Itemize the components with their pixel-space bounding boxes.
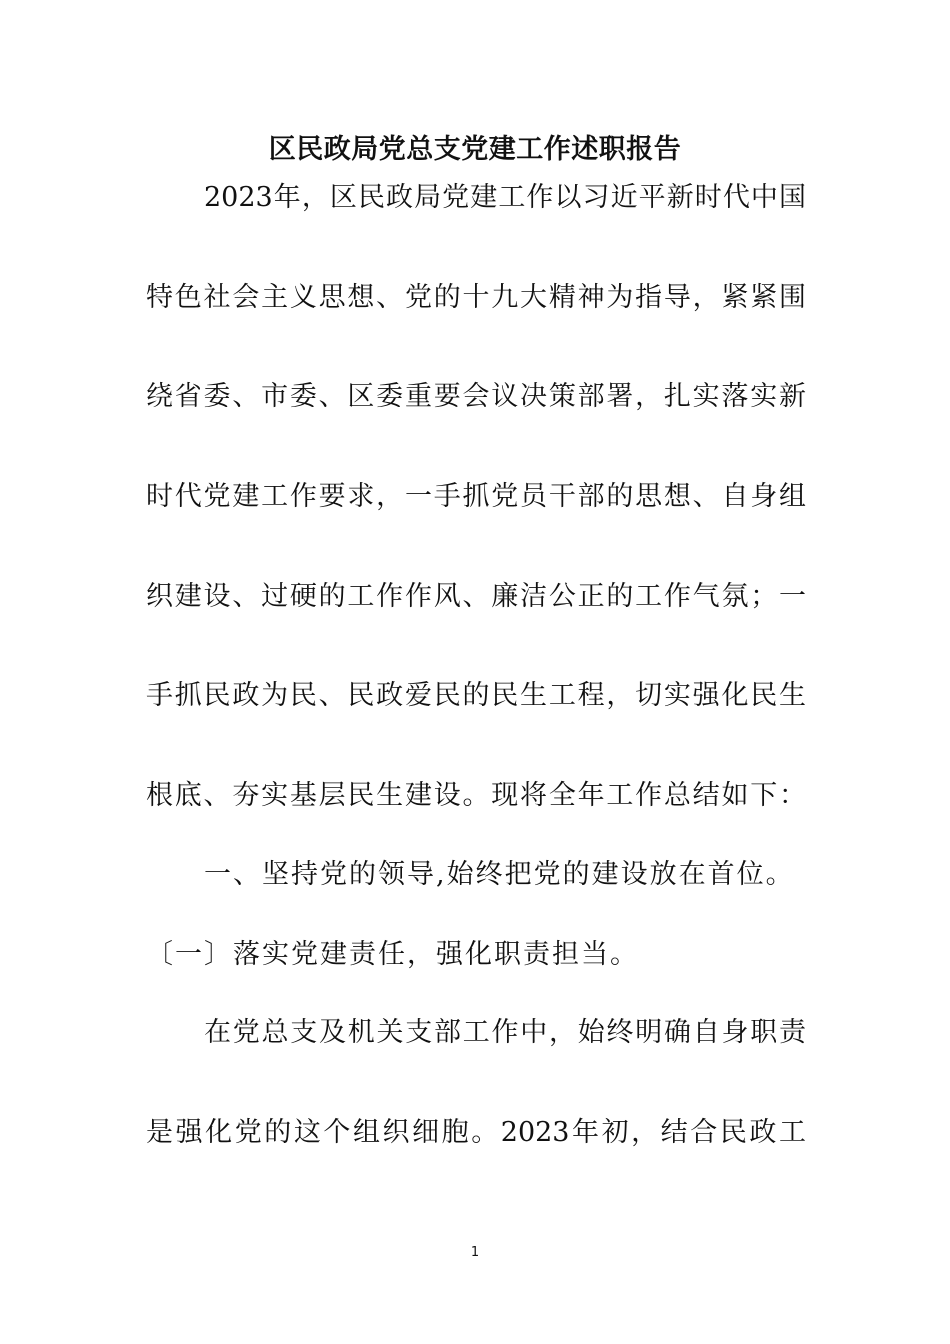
document-title: 区民政局党总支党建工作述职报告 [268,134,682,165]
page-number: 1 [470,1245,480,1260]
paragraph-line: 特色社会主义思想、党的十九大精神为指导，紧紧围 [146,282,806,313]
subsection-heading: 〔一〕落实党建责任，强化职责担当。 [146,939,639,970]
paragraph-line: 手抓民政为民、民政爱民的民生工程，切实强化民生 [146,680,806,711]
paragraph-line: 织建设、过硬的工作作风、廉洁公正的工作气氛；一 [146,581,806,612]
paragraph-line: 时代党建工作要求，一手抓党员干部的思想、自身组 [146,481,806,512]
paragraph-line: 绕省委、市委、区委重要会议决策部署，扎实落实新 [146,381,806,412]
paragraph-line: 是强化党的这个组织细胞。2023年初，结合民政工 [146,1117,806,1148]
paragraph-line: 根底、夯实基层民生建设。现将全年工作总结如下： [146,780,806,811]
paragraph-line: 2023年，区民政局党建工作以习近平新时代中国 [204,182,806,213]
section-heading: 一、坚持党的领导,始终把党的建设放在首位。 [204,859,795,890]
paragraph-line: 在党总支及机关支部工作中，始终明确自身职责 [204,1017,806,1048]
